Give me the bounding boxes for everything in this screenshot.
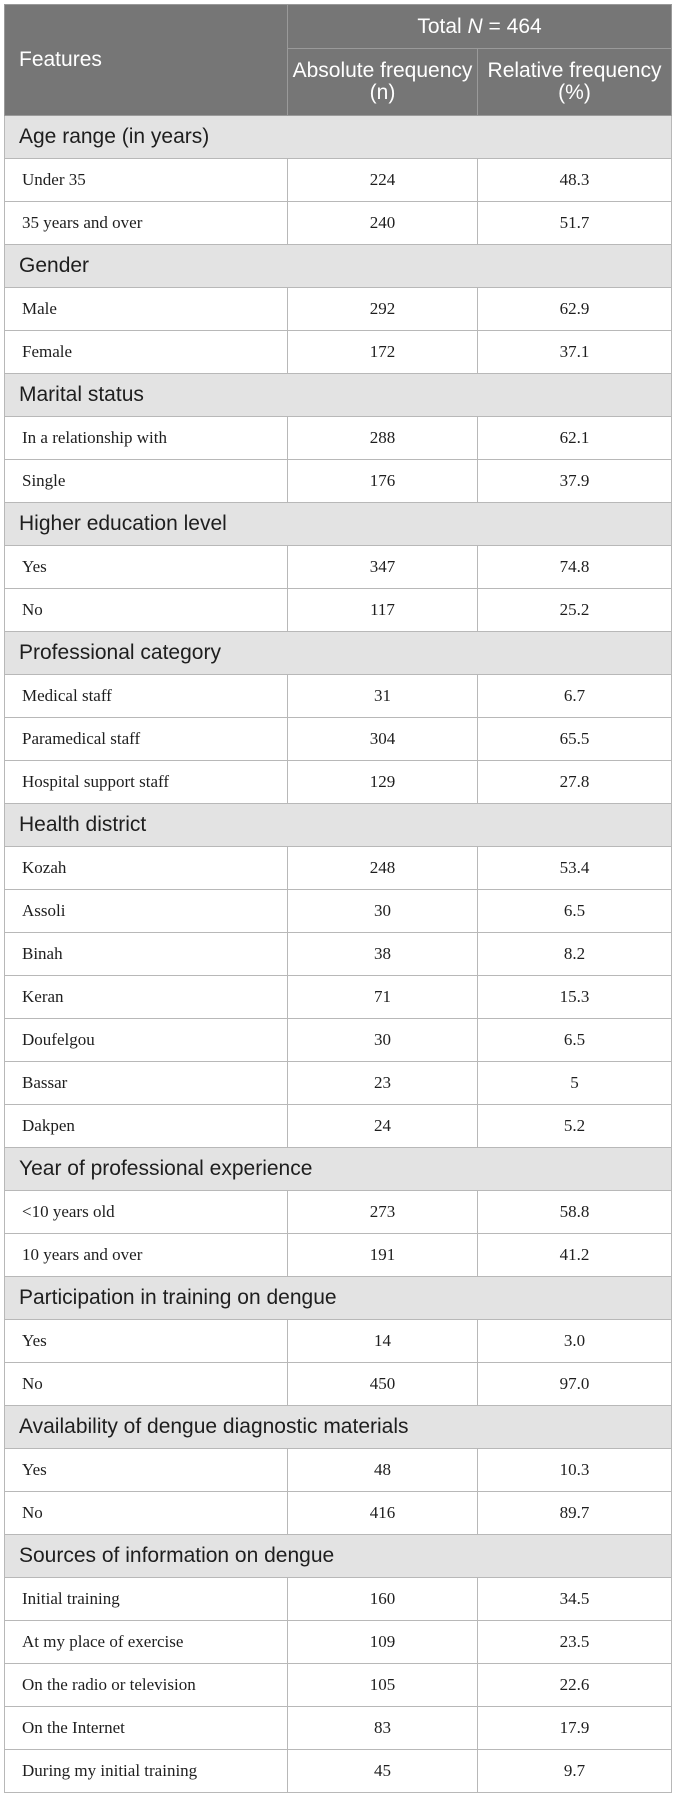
- table-row: [5, 1062, 672, 1105]
- relative-frequency-cell: 62.9: [478, 288, 672, 331]
- section-title: Marital status: [5, 374, 672, 417]
- row-label: Under 35: [5, 159, 288, 202]
- relative-frequency-cell: 5: [478, 1062, 672, 1105]
- table-row: [5, 1234, 672, 1277]
- table-row: [5, 1492, 672, 1535]
- section-title: Professional category: [5, 632, 672, 675]
- relative-frequency-cell: 97.0: [478, 1363, 672, 1406]
- section-header-row: [5, 804, 672, 847]
- absolute-frequency-cell: 450: [288, 1363, 478, 1406]
- section-title: Age range (in years): [5, 116, 672, 159]
- table-row: [5, 1578, 672, 1621]
- row-label: On the radio or television: [5, 1664, 288, 1707]
- table-row: [5, 460, 672, 503]
- relative-frequency-cell: 17.9: [478, 1707, 672, 1750]
- row-label: Yes: [5, 546, 288, 589]
- table-row: [5, 976, 672, 1019]
- table-row: [5, 847, 672, 890]
- section-header-row: [5, 374, 672, 417]
- relative-frequency-cell: 41.2: [478, 1234, 672, 1277]
- absolute-frequency-cell: 304: [288, 718, 478, 761]
- table-row: [5, 1621, 672, 1664]
- row-label: No: [5, 1492, 288, 1535]
- section-header-row: [5, 632, 672, 675]
- relative-frequency-cell: 23.5: [478, 1621, 672, 1664]
- table-row: [5, 589, 672, 632]
- absolute-frequency-cell: 288: [288, 417, 478, 460]
- absolute-frequency-cell: 176: [288, 460, 478, 503]
- absolute-frequency-cell: 24: [288, 1105, 478, 1148]
- section-title: Health district: [5, 804, 672, 847]
- table-row: [5, 675, 672, 718]
- row-label: 35 years and over: [5, 202, 288, 245]
- relative-frequency-cell: 6.5: [478, 1019, 672, 1062]
- relative-frequency-cell: 74.8: [478, 546, 672, 589]
- total-prefix: Total: [417, 14, 468, 38]
- relative-frequency-cell: 58.8: [478, 1191, 672, 1234]
- absolute-frequency-cell: 105: [288, 1664, 478, 1707]
- absolute-frequency-cell: 172: [288, 331, 478, 374]
- section-title: Year of professional experience: [5, 1148, 672, 1191]
- row-label: No: [5, 589, 288, 632]
- row-label: On the Internet: [5, 1707, 288, 1750]
- row-label: Dakpen: [5, 1105, 288, 1148]
- table-body: [5, 116, 672, 1793]
- relative-frequency-cell: 5.2: [478, 1105, 672, 1148]
- absolute-frequency-cell: 48: [288, 1449, 478, 1492]
- relative-frequency-cell: 9.7: [478, 1750, 672, 1793]
- absolute-frequency-cell: 71: [288, 976, 478, 1019]
- relative-frequency-cell: 65.5: [478, 718, 672, 761]
- absolute-frequency-cell: 30: [288, 1019, 478, 1062]
- relative-frequency-cell: 37.9: [478, 460, 672, 503]
- relative-frequency-cell: 89.7: [478, 1492, 672, 1535]
- absolute-frequency-cell: 45: [288, 1750, 478, 1793]
- section-header-row: [5, 1277, 672, 1320]
- section-title: Participation in training on dengue: [5, 1277, 672, 1320]
- table-row: [5, 1664, 672, 1707]
- table-row: [5, 1707, 672, 1750]
- relative-frequency-cell: 8.2: [478, 933, 672, 976]
- frequency-table: [4, 4, 672, 1793]
- relative-frequency-cell: 6.5: [478, 890, 672, 933]
- section-header-row: [5, 503, 672, 546]
- table-row: [5, 761, 672, 804]
- absolute-frequency-cell: 248: [288, 847, 478, 890]
- relative-frequency-cell: 15.3: [478, 976, 672, 1019]
- row-label: Initial training: [5, 1578, 288, 1621]
- section-header-row: [5, 1148, 672, 1191]
- relative-frequency-cell: 10.3: [478, 1449, 672, 1492]
- table-row: [5, 331, 672, 374]
- table-row: [5, 718, 672, 761]
- absolute-frequency-cell: 416: [288, 1492, 478, 1535]
- row-label: Single: [5, 460, 288, 503]
- total-suffix: = 464: [482, 14, 542, 38]
- section-header-row: [5, 116, 672, 159]
- relative-frequency-cell: 34.5: [478, 1578, 672, 1621]
- total-n-symbol: N: [467, 14, 483, 38]
- table-row: [5, 1019, 672, 1062]
- relative-frequency-cell: 51.7: [478, 202, 672, 245]
- table-row: [5, 159, 672, 202]
- table-header: [5, 5, 672, 116]
- relative-frequency-header: Relative frequency (%): [478, 49, 672, 116]
- row-label: <10 years old: [5, 1191, 288, 1234]
- section-title: Sources of information on dengue: [5, 1535, 672, 1578]
- absolute-frequency-cell: 191: [288, 1234, 478, 1277]
- table-row: [5, 1363, 672, 1406]
- row-label: Male: [5, 288, 288, 331]
- row-label: Bassar: [5, 1062, 288, 1105]
- relative-frequency-cell: 3.0: [478, 1320, 672, 1363]
- absolute-frequency-cell: 160: [288, 1578, 478, 1621]
- row-label: In a relationship with: [5, 417, 288, 460]
- table-row: [5, 1750, 672, 1793]
- row-label: Female: [5, 331, 288, 374]
- absolute-frequency-cell: 240: [288, 202, 478, 245]
- absolute-frequency-cell: 273: [288, 1191, 478, 1234]
- row-label: During my initial training: [5, 1750, 288, 1793]
- table-row: [5, 288, 672, 331]
- relative-frequency-cell: 48.3: [478, 159, 672, 202]
- row-label: Hospital support staff: [5, 761, 288, 804]
- relative-frequency-cell: 22.6: [478, 1664, 672, 1707]
- table-row: [5, 1320, 672, 1363]
- table-row: [5, 1105, 672, 1148]
- table-row: [5, 1449, 672, 1492]
- relative-frequency-cell: 27.8: [478, 761, 672, 804]
- row-label: Assoli: [5, 890, 288, 933]
- absolute-frequency-cell: 292: [288, 288, 478, 331]
- absolute-frequency-cell: 117: [288, 589, 478, 632]
- absolute-frequency-cell: 38: [288, 933, 478, 976]
- row-label: Doufelgou: [5, 1019, 288, 1062]
- absolute-frequency-cell: 109: [288, 1621, 478, 1664]
- relative-frequency-cell: 37.1: [478, 331, 672, 374]
- absolute-frequency-cell: 347: [288, 546, 478, 589]
- section-title: Availability of dengue diagnostic materials: [5, 1406, 672, 1449]
- row-label: At my place of exercise: [5, 1621, 288, 1664]
- absolute-frequency-cell: 129: [288, 761, 478, 804]
- absolute-frequency-cell: 23: [288, 1062, 478, 1105]
- table-row: [5, 202, 672, 245]
- row-label: Kozah: [5, 847, 288, 890]
- row-label: Binah: [5, 933, 288, 976]
- row-label: Yes: [5, 1320, 288, 1363]
- row-label: Paramedical staff: [5, 718, 288, 761]
- section-header-row: [5, 1535, 672, 1578]
- relative-frequency-cell: 53.4: [478, 847, 672, 890]
- section-title: Gender: [5, 245, 672, 288]
- absolute-frequency-cell: 30: [288, 890, 478, 933]
- absolute-frequency-cell: 31: [288, 675, 478, 718]
- row-label: Keran: [5, 976, 288, 1019]
- relative-frequency-cell: 6.7: [478, 675, 672, 718]
- table-row: [5, 546, 672, 589]
- row-label: 10 years and over: [5, 1234, 288, 1277]
- section-header-row: [5, 1406, 672, 1449]
- table-row: [5, 933, 672, 976]
- total-n-header: [288, 5, 672, 49]
- absolute-frequency-cell: 224: [288, 159, 478, 202]
- table-row: [5, 1191, 672, 1234]
- row-label: Medical staff: [5, 675, 288, 718]
- features-header: Features: [5, 5, 288, 116]
- section-title: Higher education level: [5, 503, 672, 546]
- row-label: No: [5, 1363, 288, 1406]
- section-header-row: [5, 245, 672, 288]
- relative-frequency-cell: 25.2: [478, 589, 672, 632]
- row-label: Yes: [5, 1449, 288, 1492]
- absolute-frequency-cell: 14: [288, 1320, 478, 1363]
- absolute-frequency-header: Absolute frequency (n): [288, 49, 478, 116]
- absolute-frequency-cell: 83: [288, 1707, 478, 1750]
- table-row: [5, 890, 672, 933]
- relative-frequency-cell: 62.1: [478, 417, 672, 460]
- table-row: [5, 417, 672, 460]
